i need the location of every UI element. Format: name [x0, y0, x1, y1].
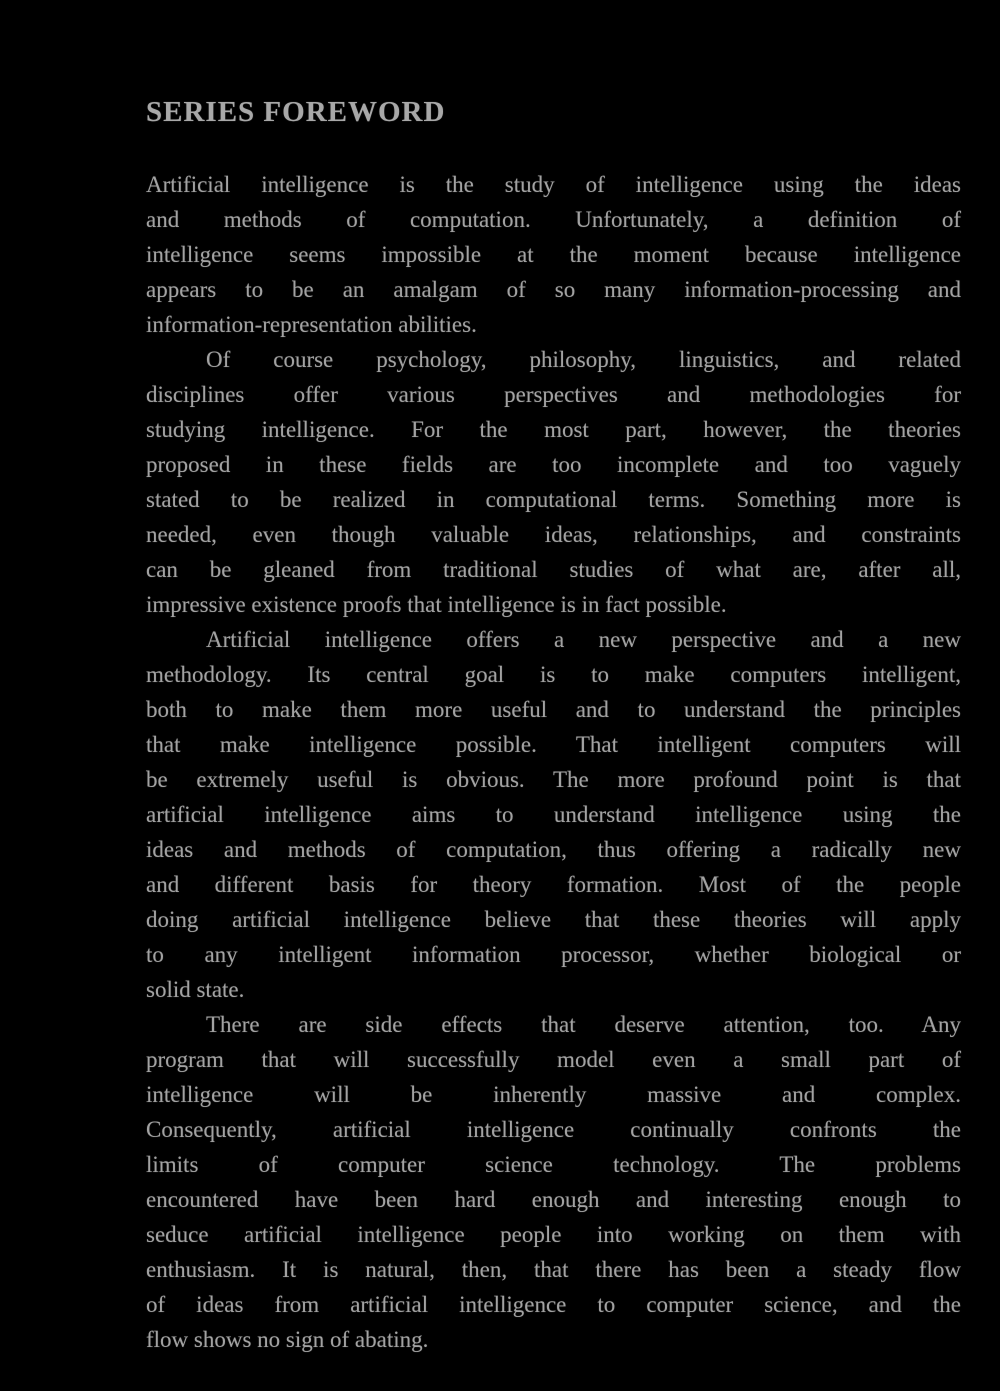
text-line: both to make them more useful and to understand the principles — [146, 697, 961, 722]
text-line: enthusiasm. It is natural, then, that there has been a steady flow — [146, 1257, 961, 1282]
text-line: Artificial intelligence is the study of intelligence using the ideas — [146, 172, 961, 197]
text-line: can be gleaned from traditional studies of what are, after all, — [146, 557, 961, 582]
text-line: of ideas from artificial intelligence to computer science, and the — [146, 1292, 961, 1317]
text-line: doing artificial intelligence believe that these theories will apply — [146, 907, 961, 932]
text-line: seduce artificial intelligence people into working on them with — [146, 1222, 961, 1247]
text-line: proposed in these fields are too incomplete and too vaguely — [146, 452, 961, 477]
text-line: program that will successfully model even a small part of — [146, 1047, 961, 1072]
text-line: impressive existence proofs that intelligence is in fact possible. — [146, 592, 727, 617]
text-line: needed, even though valuable ideas, relationships, and constraints — [146, 522, 961, 547]
text-line: stated to be realized in computational terms. Something more is — [146, 487, 961, 512]
text-line: limits of computer science technology. The problems — [146, 1152, 961, 1177]
text-line: artificial intelligence aims to understand intelligence using the — [146, 802, 961, 827]
text-line: There are side effects that deserve attention, too. Any — [206, 1012, 961, 1037]
text-line: flow shows no sign of abating. — [146, 1327, 429, 1352]
text-line: and methods of computation. Unfortunately, a definition of — [146, 207, 961, 232]
text-line: intelligence will be inherently massive and complex. — [146, 1082, 961, 1107]
text-line: solid state. — [146, 977, 245, 1002]
text-line: encountered have been hard enough and interesting enough to — [146, 1187, 961, 1212]
text-line: ideas and methods of computation, thus offering a radically new — [146, 837, 961, 862]
text-line: Consequently, artificial intelligence continually confronts the — [146, 1117, 961, 1142]
text-line: Of course psychology, philosophy, linguistics, and related — [206, 347, 961, 372]
text-line: that make intelligence possible. That intelligent computers will — [146, 732, 961, 757]
text-line: methodology. Its central goal is to make computers intelligent, — [146, 662, 961, 687]
text-line: to any intelligent information processor, whether biological or — [146, 942, 961, 967]
body-text — [146, 167, 961, 1357]
text-line: and different basis for theory formation. Most of the people — [146, 872, 961, 897]
text-line: be extremely useful is obvious. The more profound point is that — [146, 767, 961, 792]
text-line: disciplines offer various perspectives and methodologies for — [146, 382, 961, 407]
text-line: information-representation abilities. — [146, 312, 477, 337]
text-line: studying intelligence. For the most part, however, the theories — [146, 417, 961, 442]
page-title: SERIES FOREWORD — [146, 96, 446, 128]
text-line: appears to be an amalgam of so many information-processing and — [146, 277, 961, 302]
text-line: Artificial intelligence offers a new perspective and a new — [206, 627, 961, 652]
text-line: intelligence seems impossible at the moment because intelligence — [146, 242, 961, 267]
